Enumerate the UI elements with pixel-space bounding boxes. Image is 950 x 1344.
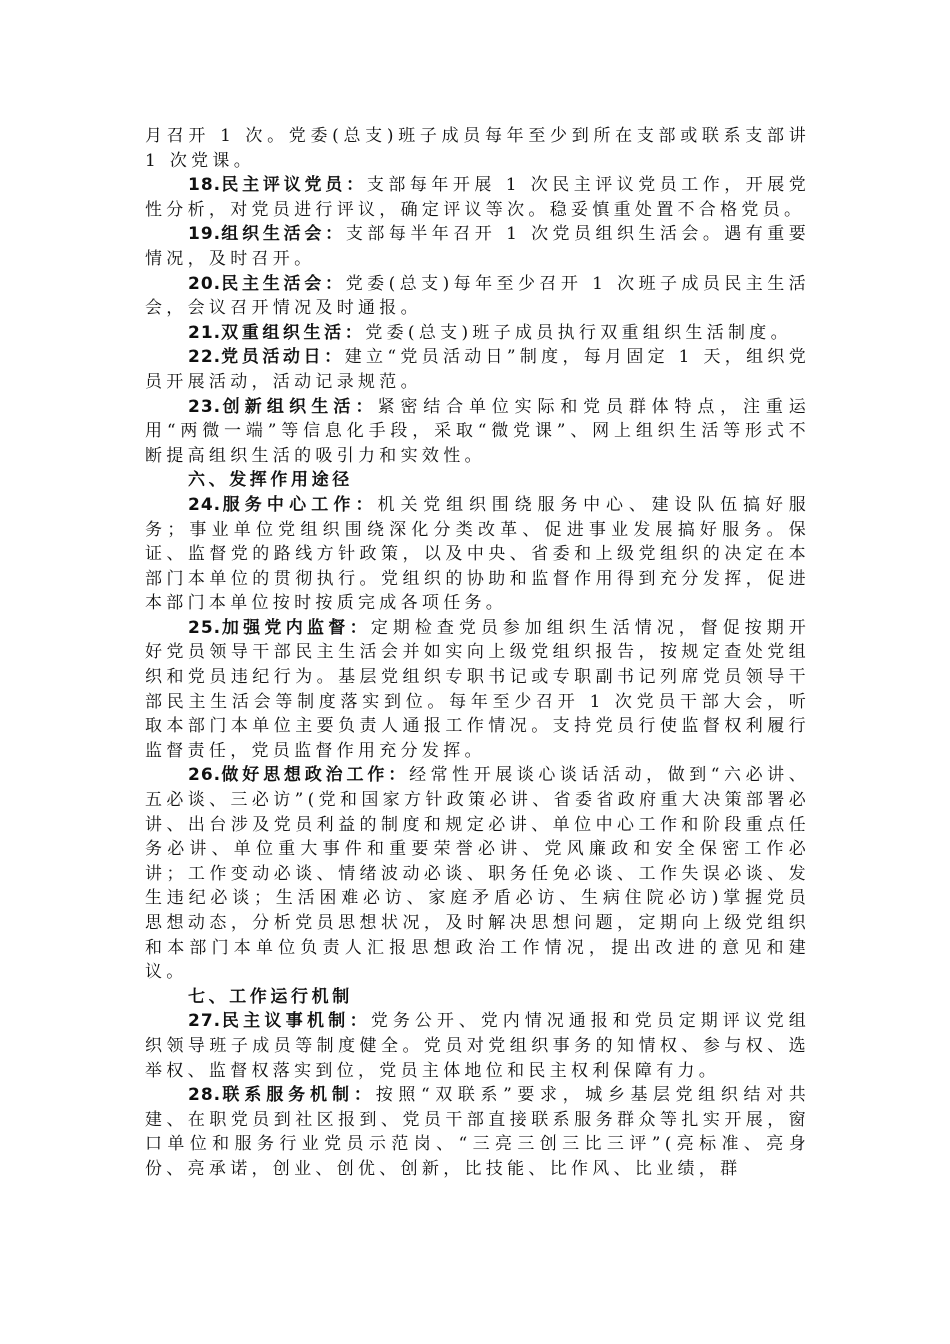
item-term: 组织生活会： xyxy=(221,224,346,245)
section-heading-seven: 七、工作运行机制 xyxy=(188,986,353,1007)
item-text: 建立“党员活动日”制度，每月固定 1 天，组织党员开展活动，活动记录规范。 xyxy=(145,347,810,392)
item-term: 民主评议党员： xyxy=(221,175,367,196)
item-20-democratic-life-meeting xyxy=(145,272,810,321)
item-text: 机关党组织围绕服务中心、建设队伍搞好服务；事业单位党组织围绕深化分类改革、促进事业发展搞好服务。保证、监督党的路线方针政策，以及中央、省委和上级党组织的决定在本部门本单位的贯彻执行。党组织的协助和监督作用得到充分发挥，促进本部门本单位按时按质完成各项任务。 xyxy=(145,494,810,614)
section-heading-six: 六、发挥作用途径 xyxy=(188,470,353,491)
item-26-ideological-political-work xyxy=(145,763,810,984)
item-term: 创新组织生活： xyxy=(221,396,378,417)
item-number: 25. xyxy=(188,617,222,638)
paragraph-continuation xyxy=(145,124,810,173)
item-text: 党委(总支)每年至少召开 1 次班子成员民主生活会，会议召开情况及时通报。 xyxy=(145,273,810,319)
item-text: 定期检查党员参加组织生活情况，督促按期开好党员领导干部民主生活会并如实向上级党组织报告，按规定查处党组织和党员违纪行为。基层党组织专职书记或专职副书记列席党员领导干部民主生活会等制度落实到位。每年至少召开 1 次党员干部大会，听取本部门本单位主要负责人通报工作情况。支持党员行使监督权利履行监督责任，党员监督作用充分发挥。 xyxy=(145,617,810,761)
item-term: 民主生活会： xyxy=(221,273,346,294)
item-term: 党员活动日： xyxy=(221,347,345,368)
item-number: 27. xyxy=(188,1011,222,1032)
item-term: 联系服务机制： xyxy=(221,1085,376,1106)
item-term: 做好思想政治工作： xyxy=(221,765,410,786)
item-27-democratic-deliberation xyxy=(145,1009,810,1083)
item-text: 党务公开、党内情况通报和党员定期评议党组织领导班子成员等制度健全。党员对党组织事务的知情权、参与权、选举权、监督权落实到位，党员主体地位和民主权利保障有力。 xyxy=(145,1011,810,1081)
item-number: 22. xyxy=(188,347,222,368)
item-term: 民主议事机制： xyxy=(221,1011,371,1032)
item-term: 加强党内监督： xyxy=(221,617,371,638)
item-term: 双重组织生活： xyxy=(221,322,366,343)
item-number: 23. xyxy=(188,396,222,417)
item-25-internal-supervision xyxy=(145,616,810,764)
item-18-democratic-evaluation xyxy=(145,173,810,222)
item-number: 28. xyxy=(188,1085,222,1106)
item-term: 服务中心工作： xyxy=(221,494,378,515)
item-number: 26. xyxy=(188,765,222,786)
document-page xyxy=(145,124,810,1182)
item-number: 24. xyxy=(188,494,222,515)
item-23-innovative-organizational-life xyxy=(145,395,810,469)
item-28-liaison-service xyxy=(145,1083,810,1181)
item-text: 支部每半年召开 1 次党员组织生活会。遇有重要情况，及时召开。 xyxy=(145,224,810,269)
item-22-party-activity-day xyxy=(145,345,810,394)
item-19-organizational-life-meeting xyxy=(145,222,810,271)
item-number: 20. xyxy=(188,273,222,294)
item-number: 18. xyxy=(188,175,222,196)
item-text: 经常性开展谈心谈话活动，做到“六必讲、五必谈、三必访”(党和国家方针政策必讲、省委省政府重大决策部署必讲、出台涉及党员利益的制度和规定必讲、单位中心工作和阶段重点任务必讲、单位重大事件和重要荣誉必讲、党风廉政和安全保密工作必讲；工作变动必谈、情绪波动必谈、职务任免必谈、工作失误必谈、发生违纪必谈；生活困难必访、家庭矛盾必访、生病住院必访)掌握党员思想动态，分析党员思想状况，及时解决思想问题，定期向上级党组织和本部门本单位负责人汇报思想政治工作情况，提出改进的意见和建议。 xyxy=(145,765,811,983)
item-text: 党委(总支)班子成员执行双重组织生活制度。 xyxy=(365,322,792,343)
item-number: 21. xyxy=(188,322,222,343)
item-text: 支部每年开展 1 次民主评议党员工作，开展党性分析，对党员进行评议，确定评议等次。稳妥慎重处置不合格党员。 xyxy=(145,175,810,220)
item-number: 19. xyxy=(188,224,222,245)
item-21-dual-organizational-life xyxy=(145,321,810,346)
item-24-serve-central-work xyxy=(145,493,810,616)
paragraph-text: 月召开 1 次。党委(总支)班子成员每年至少到所在支部或联系支部讲 1 次党课。 xyxy=(145,126,810,171)
item-text: 紧密结合单位实际和党员群体特点，注重运用“两微一端”等信息化手段，采取“微党课”、网上组织生活等形式不断提高组织生活的吸引力和实效性。 xyxy=(145,396,810,466)
item-text: 按照“双联系”要求，城乡基层党组织结对共建、在职党员到社区报到、党员干部直接联系服务群众等扎实开展，窗口单位和服务行业党员示范岗、“三亮三创三比三评”(亮标准、亮身份、亮承诺，创业、创优、创新，比技能、比作风、比业绩，群 xyxy=(145,1085,810,1179)
